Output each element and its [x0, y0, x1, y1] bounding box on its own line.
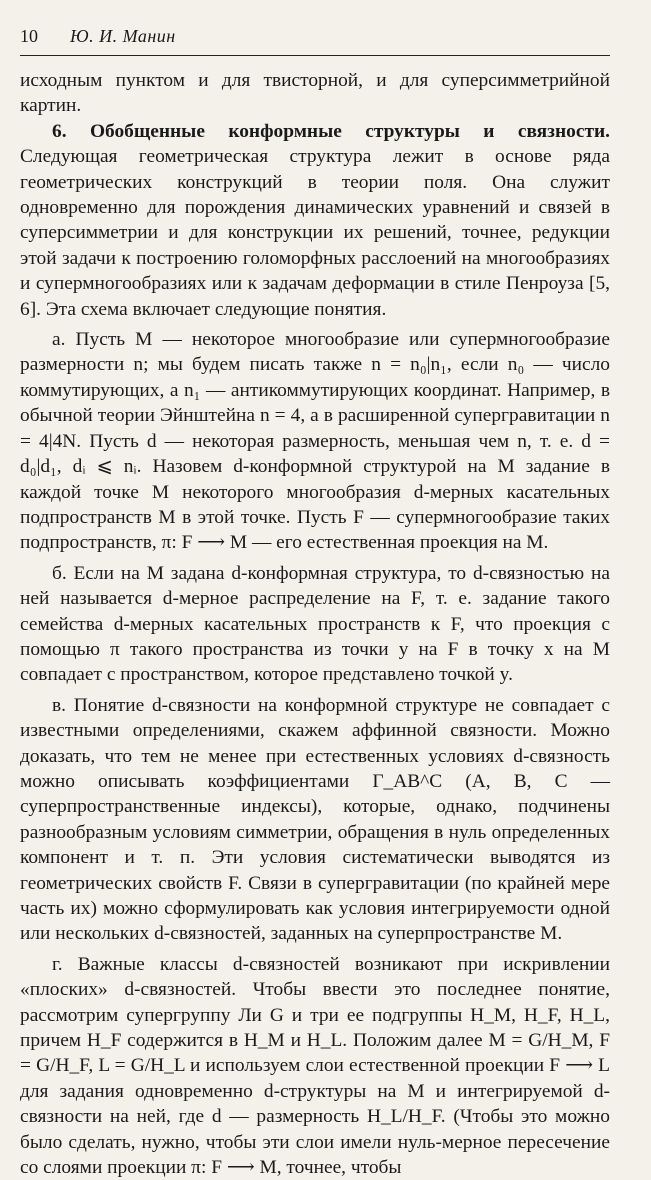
- paragraph-a: а. Пусть M — некоторое многообразие или супермногообразие размерности n; мы будем писать также n = n₀|n₁, если n₀ — число коммутирующих, а n₁ — антикоммутирующих координат. Например, в обычной теории Эйнштейна n = 4, а в расширенной супергравитации n = 4|4N. Пусть d — некоторая размерность, меньшая чем n, т. е. d = d₀|d₁, dᵢ ⩽ nᵢ. Назовем d-конформной структурой на M задание в каждой точке M некоторого многообразия d-мерных касательных подпространств M в этой точке. Пусть F — супермногообразие таких подпространств, π: F ⟶ M — его естественная проекция на M.: [20, 329, 610, 554]
- section-title: 6. Обобщенные конформные структуры и связности.: [52, 120, 610, 142]
- page-body: [20, 68, 610, 1180]
- paragraph-continuation: исходным пунктом и для твисторной, и для суперсимметрийной картин.: [20, 70, 610, 117]
- running-author: Ю. И. Манин: [70, 26, 176, 46]
- section-text: Следующая геометрическая структура лежит в основе ряда геометрических конструкций в теории поля. Она служит одновременно для порождения динамических уравнений и связей в суперсимметрии и для конструкции их решений, точнее, редукции этой задачи к построению голоморфных расслоений на многообразиях и супермногообразиях или к задачам деформации в стиле Пенроуза [5, 6]. Эта схема включает следующие понятия.: [20, 146, 610, 320]
- paragraph-g: г. Важные классы d-связностей возникают при искривлении «плоских» d-связностей. Чтобы ввести это последнее понятие, рассмотрим супергруппу Ли G и три ее подгруппы H_M, H_F, H_L, причем H_F содержится в H_M и H_L. Положим далее M = G/H_M, F = G/H_F, L = G/H_L и используем слои естественной проекции F ⟶ L для задания одновременно d-структуры на M и интегрируемой d-связности на ней, где d — размерность H_L/H_F. (Чтобы это можно было сделать, нужно, чтобы эти слои имели нуль-мерное пересечение со слоями проекции π: F ⟶ M, точнее, чтобы: [20, 953, 610, 1179]
- running-header: [20, 24, 610, 48]
- header-rule: [20, 55, 610, 56]
- paragraph-v: в. Понятие d-связности на конформной структуре не совпадает с известными определениями, скажем аффинной связности. Можно доказать, что тем не менее при естественных условиях d-связность можно описывать коэффициентами Γ_AB^C (A, B, C — суперпространственные индексы), которые, однако, подчинены разнообразным условиям симметрии, обращения в нуль определенных компонент и т. п. Эти условия систематически выводятся из геометрических свойств F. Связи в супергравитации (по крайней мере часть их) можно сформулировать как условия интегрируемости одной или нескольких d-связностей, заданных на суперпространстве M.: [20, 694, 610, 945]
- paragraph-section-6: [20, 119, 610, 322]
- page-number: 10: [20, 26, 38, 46]
- paragraph-b: б. Если на M задана d-конформная структура, то d-связностью на ней называется d-мерное распределение на F, т. е. задание такого семейства d-мерных касательных пространств к F, что проекция с помощью π такого пространства из точки y на F в точку x на M совпадает с пространством, которое представлено точкой y.: [20, 562, 610, 686]
